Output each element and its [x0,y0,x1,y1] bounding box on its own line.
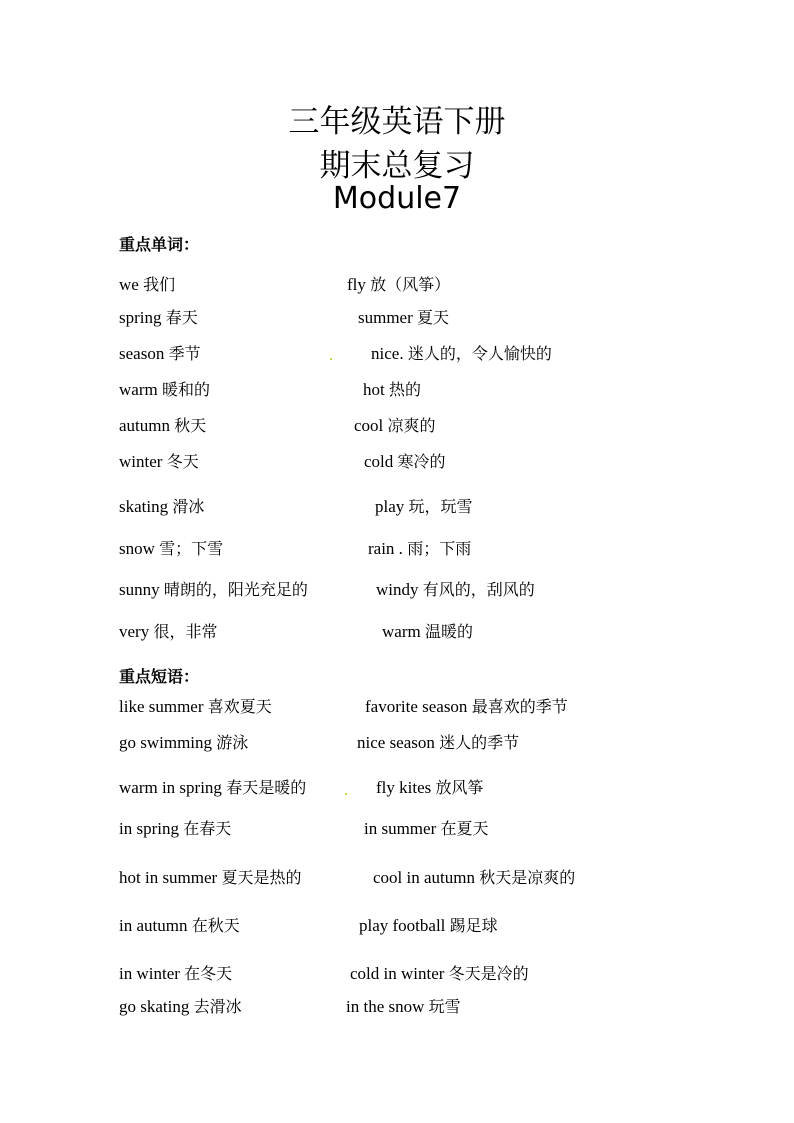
english-term: fly [347,275,366,294]
english-term: fly kites [376,778,432,797]
phrase-entry-right [365,698,568,715]
word-entry-right [371,345,552,362]
word-entry-left [119,381,210,398]
page-title: 三年级英语下册 [288,104,506,140]
english-term: warm in spring [119,778,222,797]
chinese-meaning: 春天 [165,308,198,327]
phrase-entry-left [119,917,240,934]
chinese-meaning: 冬天 [166,452,199,471]
english-term: we [119,275,139,294]
english-term: winter [119,452,163,471]
english-term: in summer [364,819,437,838]
phrase-entry-left [119,698,272,715]
word-entry-right [364,453,446,470]
english-term: go skating [119,997,190,1016]
phrase-entry-right [357,734,519,751]
word-entry-right [363,381,421,398]
english-term: play football [359,916,446,935]
english-term: windy [376,580,419,599]
chinese-meaning: 在夏天 [440,819,489,838]
english-term: autumn [119,416,170,435]
english-term: snow [119,539,155,558]
phrase-entry-right [359,917,498,934]
chinese-meaning: 在秋天 [191,916,240,935]
chinese-meaning: 喜欢夏天 [207,697,272,716]
english-term: warm [119,380,158,399]
word-entry-left [119,453,199,470]
chinese-meaning: 我们 [143,275,176,294]
module-title: Module7 [332,181,462,216]
word-entry-left [119,417,206,434]
scan-speck [330,358,332,360]
chinese-meaning: 放（风筝） [370,275,451,294]
phrase-entry-right [376,779,484,796]
english-term: rain . [368,539,403,558]
chinese-meaning: 晴朗的，阳光充足的 [163,580,308,599]
word-entry-right [382,623,473,640]
english-term: cool in autumn [373,868,475,887]
phrase-entry-left [119,965,232,982]
word-entry-right [358,309,449,326]
english-term: favorite season [365,697,468,716]
chinese-meaning: 放风筝 [435,778,484,797]
word-entry-right [347,276,450,293]
word-entry-right [375,498,473,515]
chinese-meaning: 最喜欢的季节 [471,697,568,716]
english-term: sunny [119,580,160,599]
word-entry-right [354,417,436,434]
chinese-meaning: 滑冰 [172,497,205,516]
chinese-meaning: 凉爽的 [387,416,436,435]
phrase-entry-left [119,734,248,751]
chinese-meaning: 去滑冰 [193,997,242,1016]
chinese-meaning: 迷人的，令人愉快的 [407,344,552,363]
chinese-meaning: 夏天 [417,308,450,327]
word-entry-left [119,345,201,362]
word-entry-left [119,540,223,557]
chinese-meaning: 冬天是冷的 [448,964,529,983]
chinese-meaning: 玩，玩雪 [408,497,473,516]
word-entry-right [368,540,471,557]
words-heading: 重点单词： [119,235,200,254]
phrase-entry-left [119,869,301,886]
english-term: very [119,622,150,641]
word-entry-left [119,276,175,293]
chinese-meaning: 秋天 [174,416,207,435]
chinese-meaning: 夏天是热的 [221,868,302,887]
english-term: cool [354,416,384,435]
chinese-meaning: 在春天 [183,819,232,838]
chinese-meaning: 暖和的 [161,380,210,399]
english-term: like summer [119,697,204,716]
chinese-meaning: 踢足球 [449,916,498,935]
chinese-meaning: 在冬天 [184,964,233,983]
chinese-meaning: 春天是暖的 [226,778,307,797]
english-term: cold in winter [350,964,445,983]
scan-speck [345,793,347,795]
chinese-meaning: 温暖的 [424,622,473,641]
english-term: nice. [371,344,404,363]
phrase-entry-right [364,820,489,837]
phrase-entry-right [373,869,575,886]
word-entry-left [119,309,198,326]
english-term: in autumn [119,916,188,935]
english-term: spring [119,308,162,327]
phrase-entry-left [119,820,231,837]
english-term: hot in summer [119,868,218,887]
phrase-entry-left [119,998,242,1015]
chinese-meaning: 游泳 [216,733,249,752]
english-term: in winter [119,964,180,983]
phrase-entry-left [119,779,306,796]
chinese-meaning: 玩雪 [428,997,461,1016]
chinese-meaning: 雨；下雨 [407,539,472,558]
chinese-meaning: 有风的，刮风的 [422,580,535,599]
english-term: season [119,344,165,363]
english-term: skating [119,497,169,516]
word-entry-left [119,498,204,515]
chinese-meaning: 热的 [388,380,421,399]
english-term: in the snow [346,997,425,1016]
chinese-meaning: 迷人的季节 [439,733,520,752]
phrase-entry-right [350,965,529,982]
english-term: warm [382,622,421,641]
phrase-entry-right [346,998,461,1015]
word-entry-left [119,623,217,640]
page-subtitle: 期末总复习 [319,148,475,184]
word-entry-right [376,581,535,598]
english-term: summer [358,308,413,327]
chinese-meaning: 很，非常 [153,622,218,641]
english-term: hot [363,380,385,399]
chinese-meaning: 寒冷的 [397,452,446,471]
chinese-meaning: 秋天是凉爽的 [479,868,576,887]
english-term: cold [364,452,394,471]
chinese-meaning: 雪；下雪 [159,539,224,558]
phrases-heading: 重点短语： [119,667,200,686]
english-term: nice season [357,733,435,752]
chinese-meaning: 季节 [168,344,201,363]
english-term: play [375,497,405,516]
english-term: go swimming [119,733,213,752]
word-entry-left [119,581,308,598]
english-term: in spring [119,819,179,838]
